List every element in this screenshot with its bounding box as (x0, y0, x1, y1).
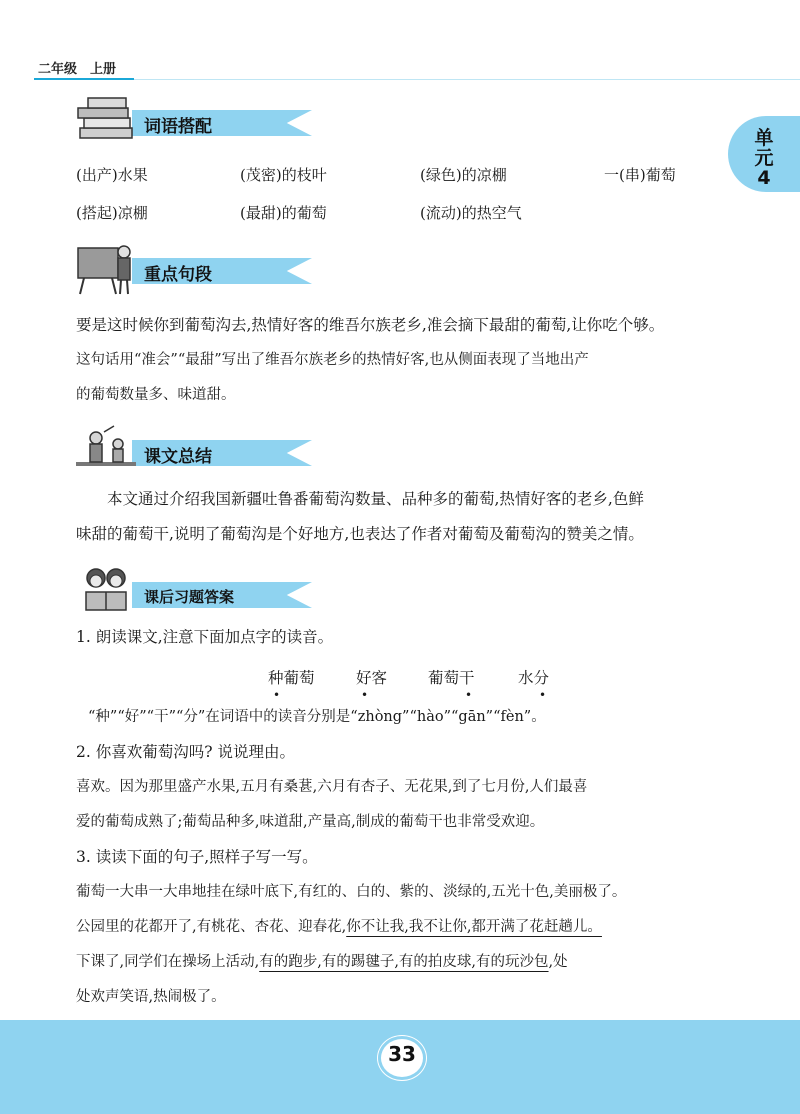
classroom-icon (74, 422, 140, 478)
unit-tab-char1: 单 (754, 127, 774, 149)
word-pair: (搭起)凉棚 (76, 204, 148, 222)
header-rule-light (134, 79, 800, 80)
word-pair: (流动)的热空气 (420, 204, 522, 222)
given-text: 公园里的花都开了,有桃花、杏花、迎春花, (76, 919, 347, 935)
summary-line: 本文通过介绍我国新疆吐鲁番葡萄沟数量、品种多的葡萄,热情好客的老乡,色鲜 (107, 490, 644, 508)
answer-1: “种”“好”“干”“分”在词语中的读音分别是“zhòng”“hào”“gān”“fèn”。 (88, 709, 546, 725)
dotted-word (356, 666, 388, 702)
emphasis-dot: • (361, 688, 369, 702)
exercise-answers (76, 700, 726, 1015)
emphasis-dot: • (465, 688, 473, 702)
analysis-line: 的葡萄数量多、味道甜。 (76, 387, 236, 403)
word-text: 葡萄干 (428, 669, 475, 687)
word-pair: (绿色)的凉棚 (420, 166, 507, 184)
unit-tab-char2: 元 (754, 147, 774, 169)
summary-block (76, 482, 726, 552)
word-text: 好客 (356, 669, 388, 687)
grade-label: 二年级 上册 (38, 62, 117, 77)
word-pair: (出产)水果 (76, 166, 148, 184)
word-pair: 一(串)葡萄 (604, 166, 676, 184)
answer-2-line: 爱的葡萄成熟了;葡萄品种多,味道甜,产量高,制成的葡萄干也非常受欢迎。 (76, 814, 545, 830)
answer-3-line (76, 945, 726, 980)
exercise-q1 (76, 620, 726, 655)
children-reading-icon (74, 564, 140, 620)
analysis-line: 这句话用“准会”“最甜”写出了维吾尔族老乡的热情好客,也从侧面表现了当地出产 (76, 352, 589, 368)
section-title: 词语搭配 (144, 117, 212, 137)
dotted-word (518, 666, 550, 702)
books-stack-icon (74, 92, 140, 148)
written-answer: 你不让我,我不让你,都开满了花赶趟儿。 (346, 919, 602, 935)
question-2: 2. 你喜欢葡萄沟吗? 说说理由。 (76, 743, 295, 761)
section-title: 课文总结 (144, 447, 212, 467)
given-text: 下课了,同学们在操场上活动, (76, 954, 260, 970)
unit-tab (728, 116, 800, 192)
section-header-key-sentence (74, 240, 274, 296)
word-text: 水分 (518, 669, 550, 687)
section-title: 重点句段 (144, 265, 212, 285)
unit-tab-number: 4 (757, 167, 771, 189)
given-text: ,处 (548, 954, 568, 970)
written-answer: 有的跑步,有的踢毽子,有的拍皮球,有的玩沙包 (259, 954, 549, 970)
section-title: 课后习题答案 (144, 588, 235, 606)
section-header-word-match (74, 92, 274, 148)
teacher-blackboard-icon (74, 240, 140, 296)
dotted-word (428, 666, 475, 702)
key-sentence: 要是这时候你到葡萄沟去,热情好客的维吾尔族老乡,准会摘下最甜的葡萄,让你吃个够。 (76, 316, 665, 334)
section-header-exercises (74, 564, 274, 620)
question-1: 1. 朗读课文,注意下面加点字的读音。 (76, 628, 334, 646)
page-number: 33 (388, 1042, 416, 1066)
emphasis-dot: • (273, 688, 281, 702)
header-rule (34, 78, 134, 80)
summary-line: 味甜的葡萄干,说明了葡萄沟是个好地方,也表达了作者对葡萄及葡萄沟的赞美之情。 (76, 525, 644, 543)
question-3: 3. 读读下面的句子,照样子写一写。 (76, 848, 318, 866)
dotted-word (268, 666, 315, 702)
word-pair: (茂密)的枝叶 (240, 166, 327, 184)
word-pair: (最甜)的葡萄 (240, 204, 327, 222)
key-sentence-block (76, 308, 726, 413)
emphasis-dot: • (539, 688, 547, 702)
example-sentence: 葡萄一大串一大串地挂在绿叶底下,有红的、白的、紫的、淡绿的,五光十色,美丽极了。 (76, 884, 627, 900)
answer-3-line (76, 910, 726, 945)
answer-3-line: 处欢声笑语,热闹极了。 (76, 989, 226, 1005)
section-header-summary (74, 422, 274, 478)
answer-2-line: 喜欢。因为那里盛产水果,五月有桑葚,六月有杏子、无花果,到了七月份,人们最喜 (76, 779, 588, 795)
word-text: 种葡萄 (268, 669, 315, 687)
